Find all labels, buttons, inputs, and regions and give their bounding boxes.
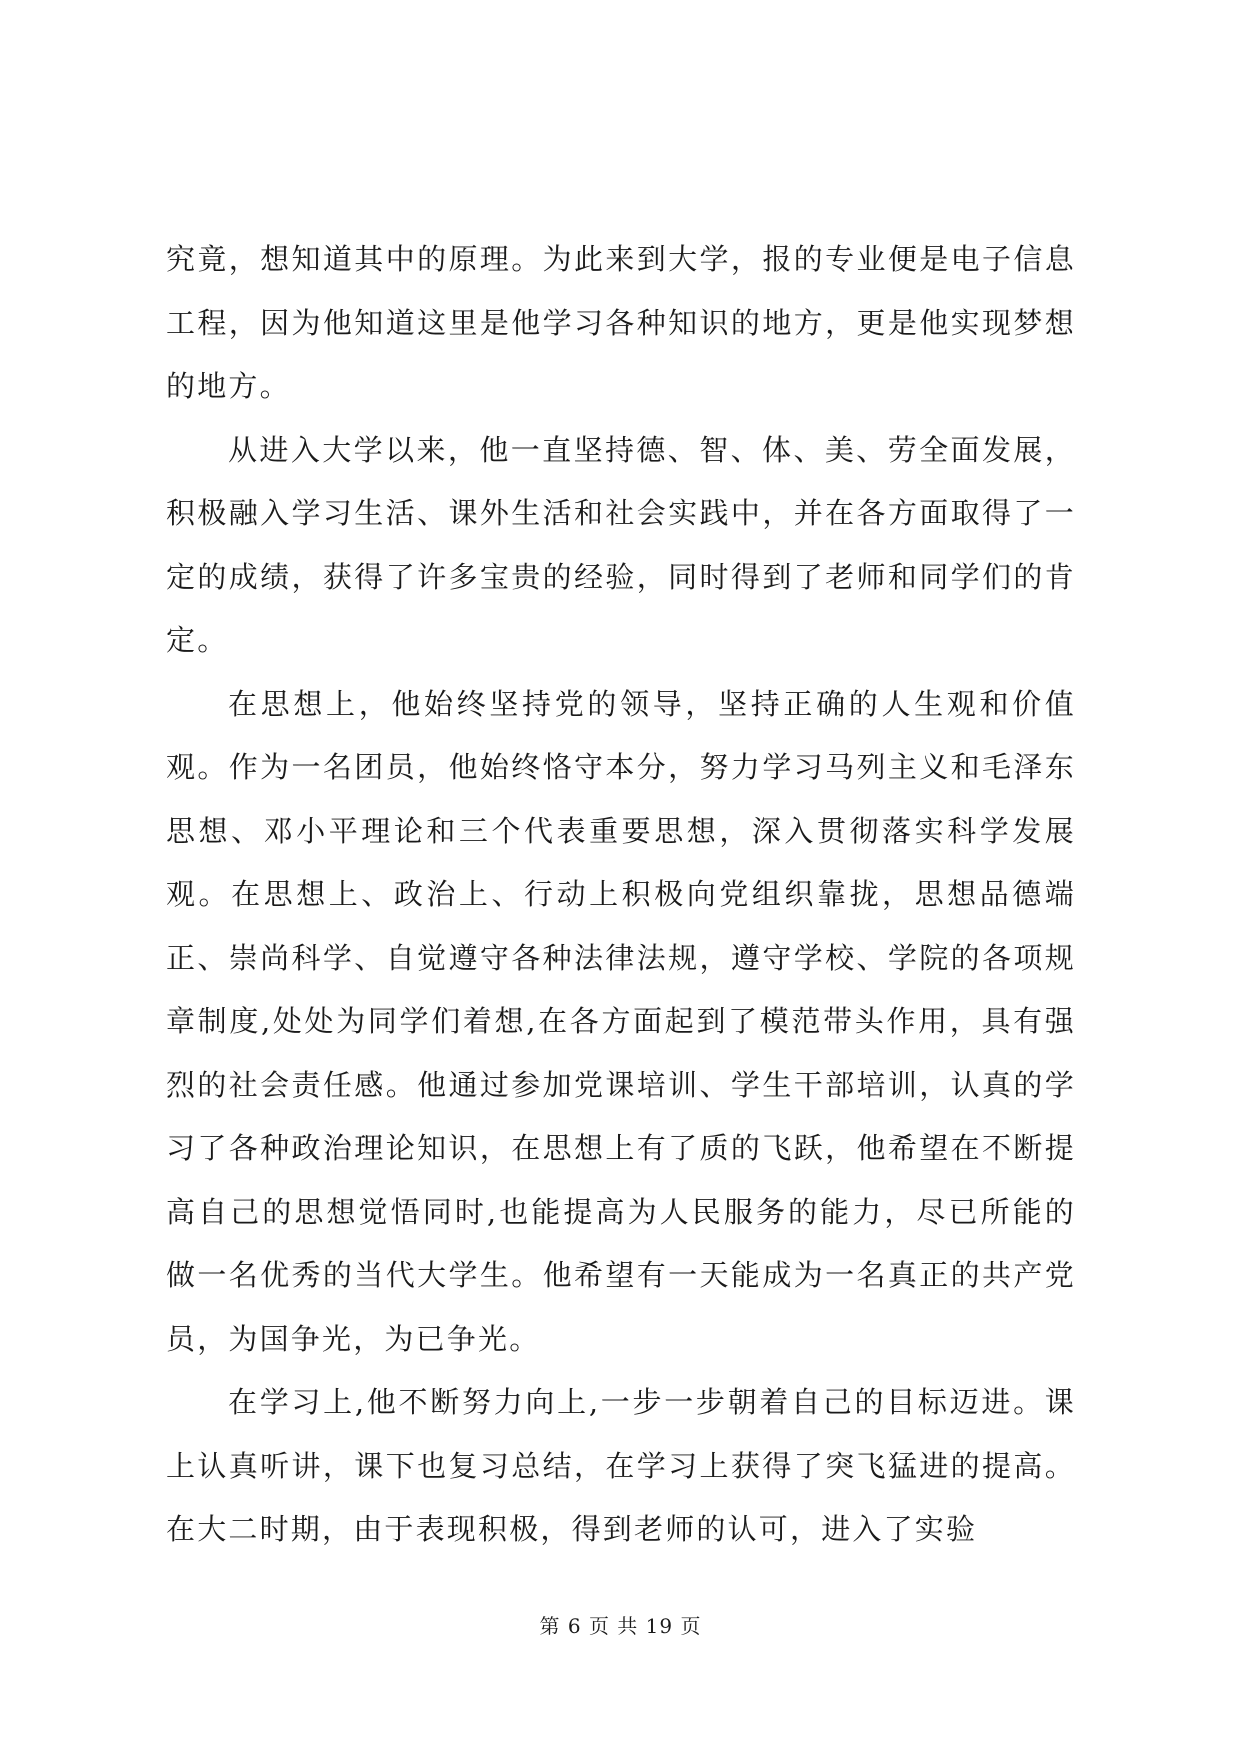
body-text (166, 228, 1076, 1562)
paragraph-ideology: 在思想上，他始终坚持党的领导，坚持正确的人生观和价值观。作为一名团员，他始终恪守本分，努力学习马列主义和毛泽东思想、邓小平理论和三个代表重要思想，深入贯彻落实科学发展观。在思想上、政治上、行动上积极向党组织靠拢，思想品德端正、崇尚科学、自觉遵守各种法律法规，遵守学校、学院的各项规章制度,处处为同学们着想,在各方面起到了模范带头作用，具有强烈的社会责任感。他通过参加党课培训、学生干部培训，认真的学习了各种政治理论知识，在思想上有了质的飞跃，他希望在不断提高自己的思想觉悟同时,也能提高为人民服务的能力，尽已所能的做一名优秀的当代大学生。他希望有一天能成为一名真正的共产党员，为国争光，为已争光。 (166, 686, 1076, 1356)
paragraph-continued: 究竟，想知道其中的原理。为此来到大学，报的专业便是电子信息工程，因为他知道这里是他学习各种知识的地方，更是他实现梦想的地方。 (166, 242, 1076, 403)
page-footer: 第 6 页 共 19 页 (539, 1614, 702, 1638)
paragraph-study: 在学习上,他不断努力向上,一步一步朝着自己的目标迈进。课上认真听讲，课下也复习总结，在学习上获得了突飞猛进的提高。在大二时期，由于表现积极，得到老师的认可，进入了实验 (166, 1385, 1076, 1546)
paragraph-overview: 从进入大学以来，他一直坚持德、智、体、美、劳全面发展，积极融入学习生活、课外生活和社会实践中，并在各方面取得了一定的成绩，获得了许多宝贵的经验，同时得到了老师和同学们的肯定。 (166, 432, 1076, 657)
